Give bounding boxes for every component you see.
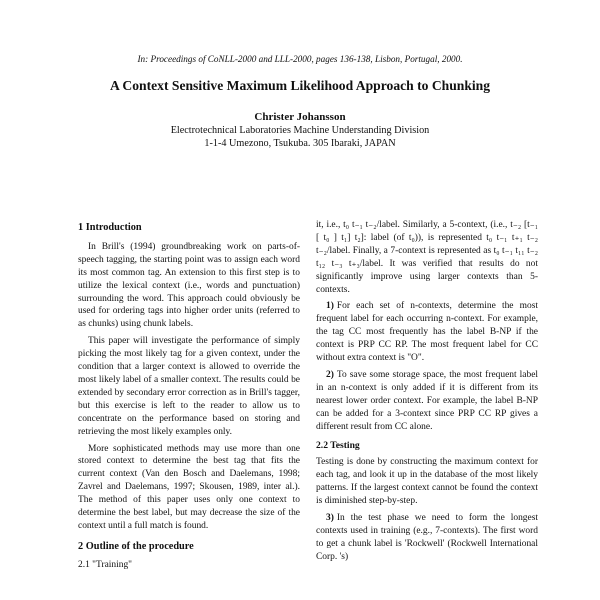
author-name: Christer Johansson <box>254 111 346 123</box>
section-2-2-heading: 2.2 Testing <box>316 439 360 451</box>
left-column <box>78 222 300 570</box>
paragraph: More sophisticated methods may use more than one stored context to determine the best tag that fits the current context (Van den Bosch and Daelemans, 1998; Zavrel and Daelemans, 1997; Skousen, 1989, inter al.). The method of this paper uses only one context to determine the best label, but may decrease the size of the context until a full match is found. <box>78 443 300 531</box>
right-column <box>316 219 538 568</box>
numbered-item-1: 1) For each set of n-contexts, determine the most frequent label for each occurring n-context. For example, the tag CC most frequently has the label B-NP if the context is PRP CC RP. The most frequent label for CC without extra context is "O". <box>316 301 538 364</box>
paragraph: In Brill's (1994) groundbreaking work on parts-of-speech tagging, the starting point was to assign each word its most common tag. An extension to this first step is to utilize the lexical context (i.e., words and punctuation) surrounding the word. This approach could obviously be used for ordering tags into higher order units (referred to as chunks) using chunk labels. <box>78 241 300 330</box>
affiliation-line-1: Electrotechnical Laboratories Machine Understanding Division <box>170 125 430 136</box>
section-2-heading: 2 Outline of the procedure <box>78 540 194 552</box>
paper-title: A Context Sensitive Maximum Likelihood Approach to Chunking <box>109 78 491 93</box>
section-1-heading: 1 Introduction <box>78 222 142 233</box>
affiliation <box>0 124 600 150</box>
numbered-item-3: 3) In the test phase we need to form the longest contexts used in training (e.g., 7-contexts). The first word to get a chunk label is 'Rockwell' (Rockwell International Corp. 's) <box>316 513 538 562</box>
affiliation-line-2: 1-1-4 Umezono, Tsukuba. 305 Ibaraki, JAPAN <box>204 138 396 149</box>
publication-header: In: Proceedings of CoNLL-2000 and LLL-2000, pages 136-138, Lisbon, Portugal, 2000. <box>137 54 463 64</box>
paragraph: Testing is done by constructing the maximum context for each tag, and look it up in the database of the most likely patterns. If the largest context cannot be found the context is diminished step-by-step. <box>316 457 538 507</box>
paragraph: This paper will investigate the performance of simply picking the most likely tag for a given context, under the condition that a larger context is allowed to override the most likely label of a smaller context. The results could be extended by secondary error correction as in Brill's tagger, but this exercise is left to the reader to allow us to concentrate on the performance based on storing and retrieving the most likely examples only. <box>78 336 300 437</box>
paragraph: it, i.e., t₀ t₋₁ t₋₂/label. Similarly, a 5-context, (i.e., t₋₂ [t₋₁ [ t₀ ] t₁] t₂]: label (of t₀)), is represented t₀ t₋₁ t₊₁ t₋₂ t₋₂/label. Finally, a 7-context is represented as t₀ t₋₁ t₁₁ t₋₂ t₁₂ t₋₃ t₊₃/label. It was verified that results do not significantly improve using larger contexts than 5-contexts. <box>316 220 538 295</box>
subsection-heading-cut: 2.1 "Training" <box>78 559 133 570</box>
numbered-item-2: 2) To save some storage space, the most frequent label in an n-context is only added if it is different from its nearest lower order context. For example, the label B-NP can be added for a 3-context since PRP CC RP gives a different result from CC alone. <box>316 369 538 432</box>
